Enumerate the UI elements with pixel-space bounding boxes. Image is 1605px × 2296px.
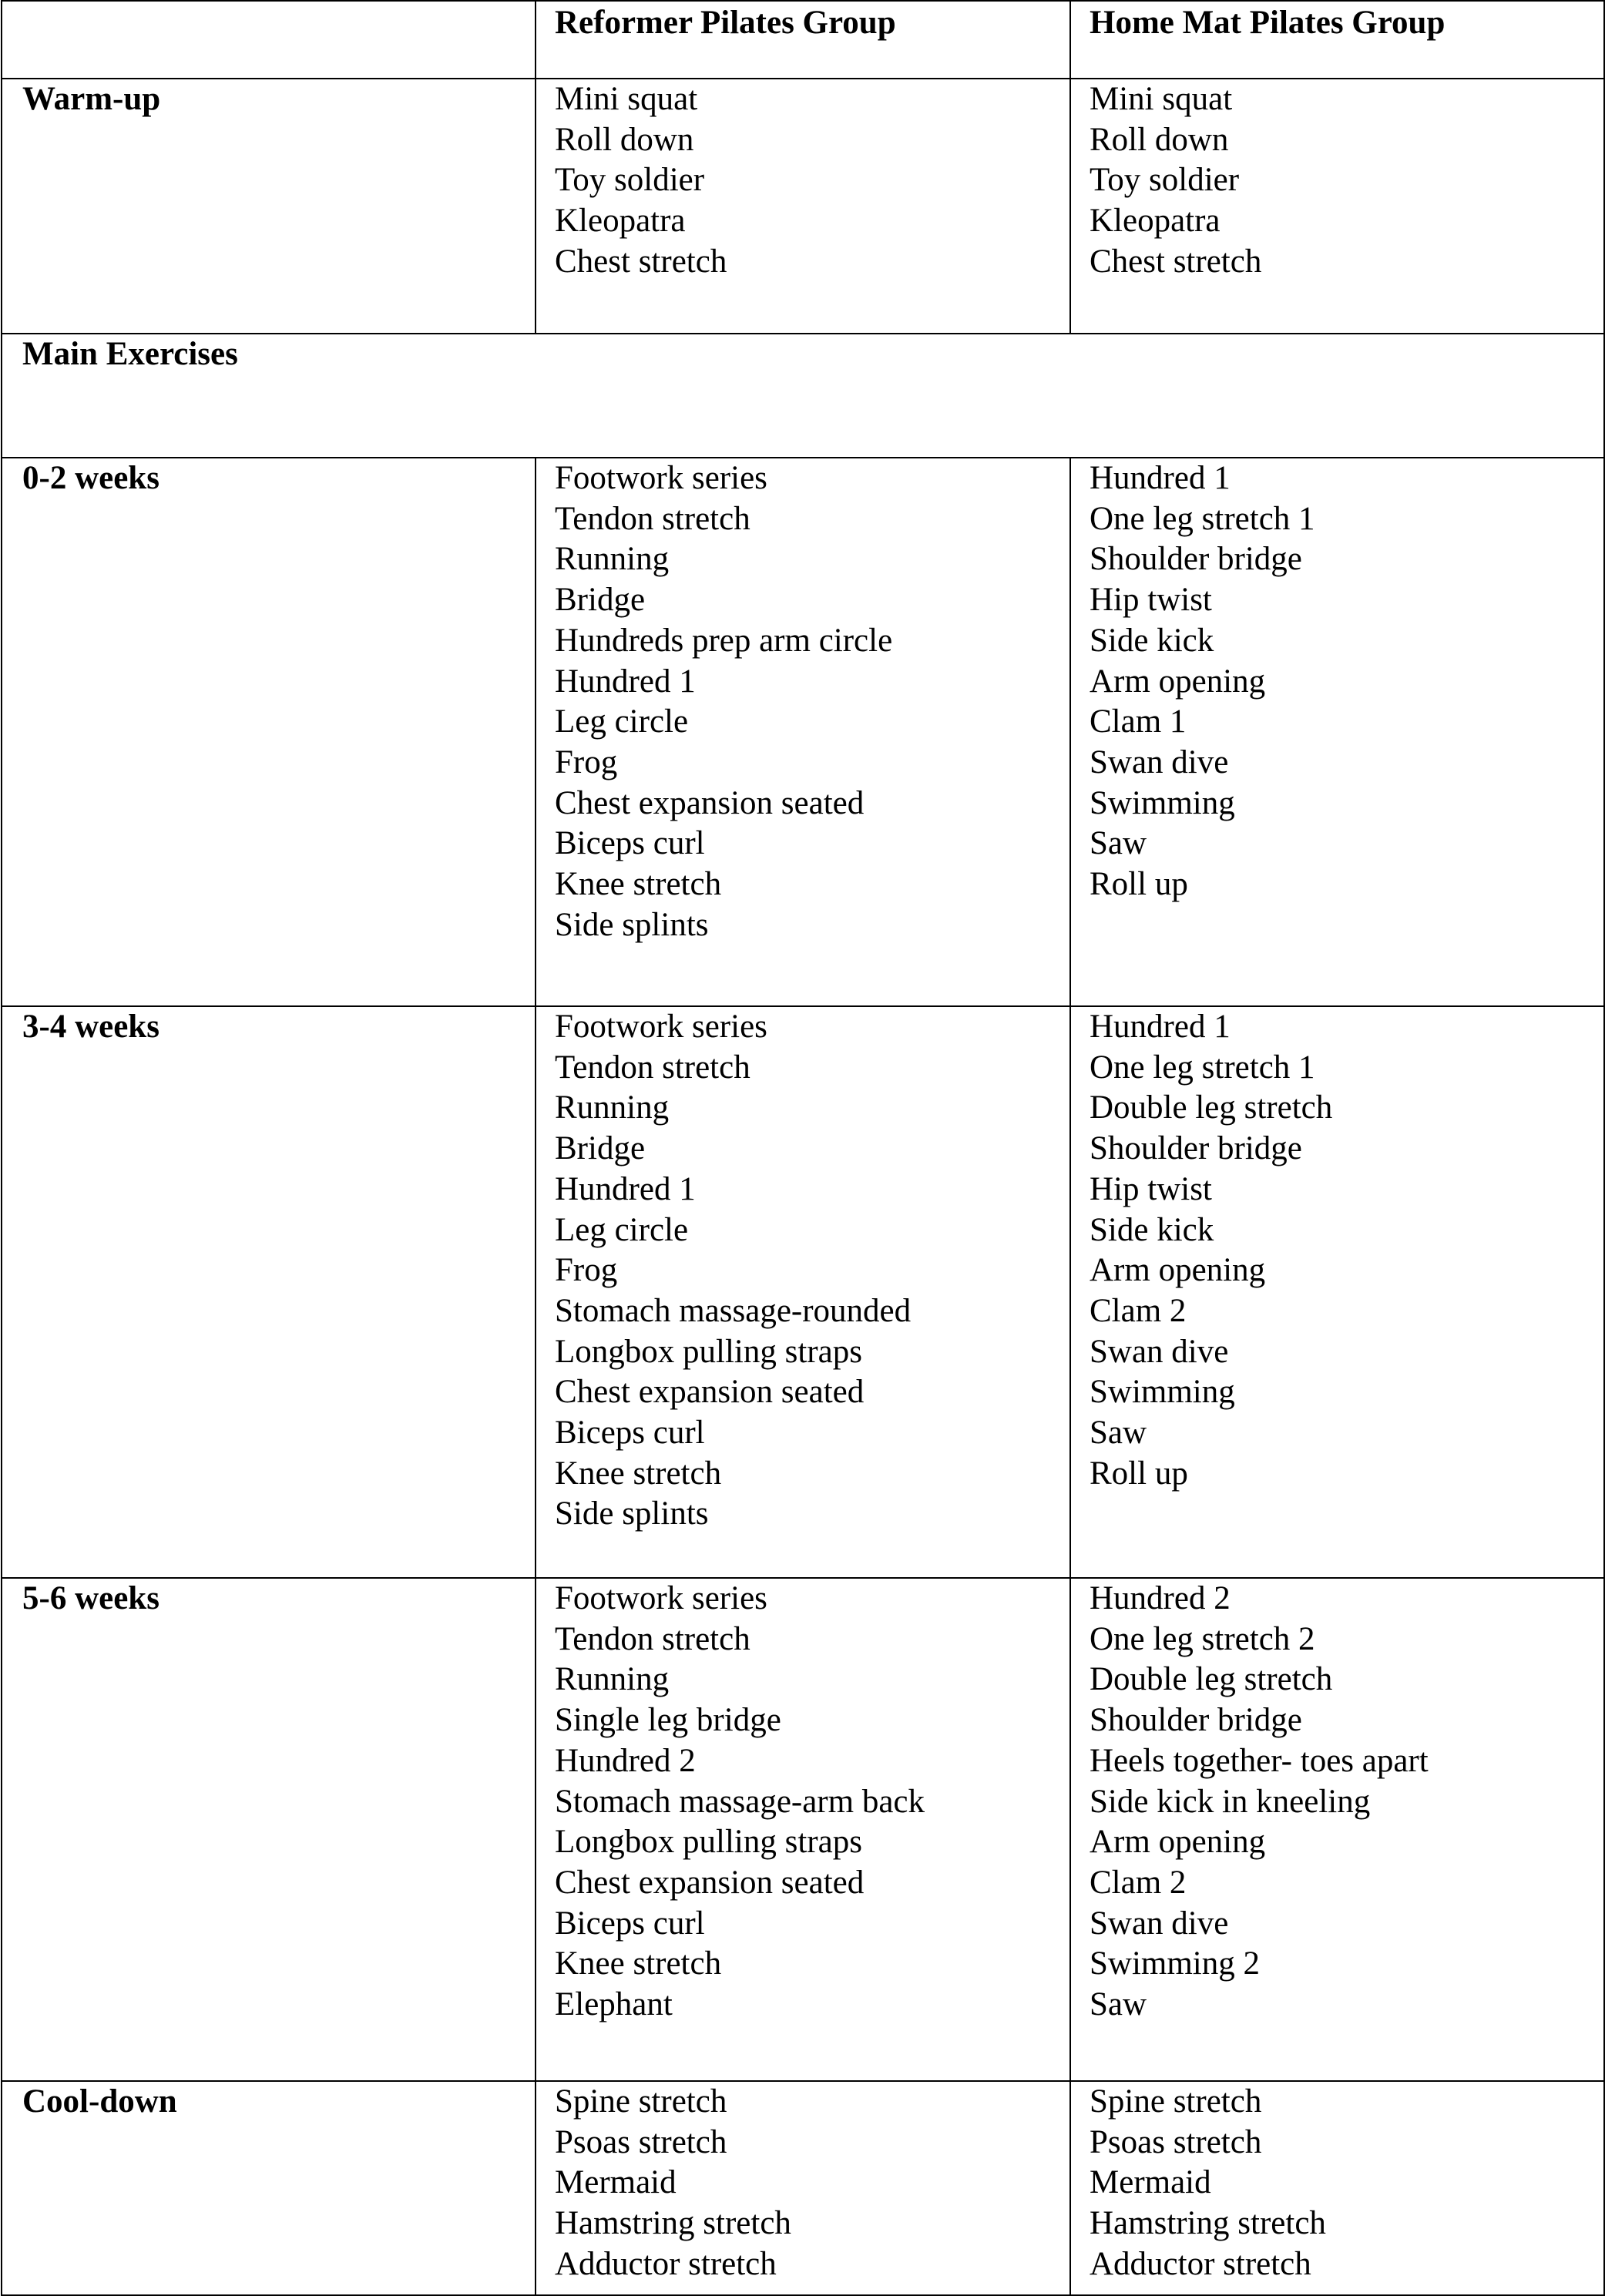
exercise-item: Chest expansion seated xyxy=(555,784,865,821)
exercise-item: Spine stretch xyxy=(1090,2083,1262,2120)
mat-list-weeks-3-4 xyxy=(1070,1006,1604,1578)
exercise-item: Frog xyxy=(555,1252,618,1289)
mat-list-warmup xyxy=(1070,79,1604,334)
exercise-item: Longbox pulling straps xyxy=(555,1824,862,1861)
exercise-item: Longbox pulling straps xyxy=(555,1333,862,1370)
exercise-item: Bridge xyxy=(555,1130,646,1167)
exercise-item: Swan dive xyxy=(1090,1333,1229,1370)
exercise-item: Arm opening xyxy=(1090,663,1266,700)
header-home-mat-group: Home Mat Pilates Group xyxy=(1070,1,1604,79)
exercise-item: Running xyxy=(555,1089,670,1126)
exercise-item: Shoulder bridge xyxy=(1090,1130,1302,1167)
exercise-item: Chest stretch xyxy=(555,243,727,280)
exercise-item: Swimming xyxy=(1090,784,1235,821)
exercise-item: Hundred 1 xyxy=(1090,460,1231,496)
exercise-item: Leg circle xyxy=(555,703,689,740)
reformer-list-cooldown xyxy=(536,2081,1070,2295)
exercise-item: Tendon stretch xyxy=(555,1620,750,1657)
row-label-weeks-5-6: 5-6 weeks xyxy=(2,1578,536,2081)
exercise-item: Biceps curl xyxy=(555,825,705,862)
exercise-item: Roll down xyxy=(555,121,694,158)
table-row-weeks-0-2 xyxy=(2,458,1604,1006)
exercise-item: Stomach massage-rounded xyxy=(555,1292,912,1329)
exercise-item: Chest expansion seated xyxy=(555,1864,865,1901)
exercise-item: Toy soldier xyxy=(555,162,705,199)
exercise-item: Psoas stretch xyxy=(555,2123,727,2160)
exercise-item: Leg circle xyxy=(555,1211,689,1248)
exercise-item: One leg stretch 1 xyxy=(1090,1049,1315,1086)
exercise-item: Mermaid xyxy=(555,2164,677,2201)
exercise-item: Tendon stretch xyxy=(555,500,750,537)
exercise-item: Side splints xyxy=(555,1495,709,1532)
row-label-weeks-3-4: 3-4 weeks xyxy=(2,1006,536,1578)
exercise-item: Clam 2 xyxy=(1090,1864,1187,1901)
exercise-item: Running xyxy=(555,541,670,578)
exercise-item: Footwork series xyxy=(555,1580,767,1616)
exercise-item: Saw xyxy=(1090,1415,1147,1452)
exercise-item: Knee stretch xyxy=(555,1945,722,1982)
exercise-program-table xyxy=(1,0,1605,2296)
exercise-item: Mini squat xyxy=(1090,81,1233,117)
section-label-main-exercises: Main Exercises xyxy=(2,334,1604,458)
table-row-weeks-5-6 xyxy=(2,1578,1604,2081)
exercise-item: Side splints xyxy=(555,906,709,943)
reformer-list-weeks-3-4 xyxy=(536,1006,1070,1578)
exercise-item: Side kick xyxy=(1090,1211,1214,1248)
exercise-item: Knee stretch xyxy=(555,1455,722,1492)
exercise-item: Hundred 1 xyxy=(555,663,696,700)
exercise-item: One leg stretch 1 xyxy=(1090,500,1315,537)
header-empty-cell xyxy=(2,1,536,79)
header-reformer-group: Reformer Pilates Group xyxy=(536,1,1070,79)
exercise-item: Hundred 1 xyxy=(555,1170,696,1207)
exercise-item: Saw xyxy=(1090,825,1147,862)
exercise-item: Side kick xyxy=(1090,622,1214,659)
exercise-item: One leg stretch 2 xyxy=(1090,1620,1315,1657)
exercise-item: Chest expansion seated xyxy=(555,1374,865,1411)
exercise-item: Hundreds prep arm circle xyxy=(555,622,893,659)
exercise-item: Spine stretch xyxy=(555,2083,727,2120)
exercise-item: Single leg bridge xyxy=(555,1702,781,1739)
exercise-item: Footwork series xyxy=(555,460,767,496)
reformer-list-weeks-5-6 xyxy=(536,1578,1070,2081)
exercise-item: Side kick in kneeling xyxy=(1090,1783,1371,1820)
reformer-list-weeks-0-2 xyxy=(536,458,1070,1006)
row-label-warmup: Warm-up xyxy=(2,79,536,334)
exercise-item: Roll down xyxy=(1090,121,1229,158)
row-label-weeks-0-2: 0-2 weeks xyxy=(2,458,536,1006)
exercise-item: Swan dive xyxy=(1090,744,1229,780)
exercise-item: Swan dive xyxy=(1090,1905,1229,1942)
reformer-list-warmup xyxy=(536,79,1070,334)
exercise-item: Elephant xyxy=(555,1986,673,2023)
exercise-item: Hamstring stretch xyxy=(555,2205,791,2242)
table-row-weeks-3-4 xyxy=(2,1006,1604,1578)
exercise-item: Knee stretch xyxy=(555,866,722,903)
exercise-item: Running xyxy=(555,1661,670,1698)
exercise-item: Frog xyxy=(555,744,618,780)
exercise-item: Chest stretch xyxy=(1090,243,1262,280)
exercise-item: Biceps curl xyxy=(555,1905,705,1942)
exercise-item: Toy soldier xyxy=(1090,162,1240,199)
exercise-item: Psoas stretch xyxy=(1090,2123,1262,2160)
mat-list-weeks-0-2 xyxy=(1070,458,1604,1006)
exercise-item: Hip twist xyxy=(1090,582,1212,619)
mat-list-weeks-5-6 xyxy=(1070,1578,1604,2081)
exercise-item: Roll up xyxy=(1090,1455,1188,1492)
exercise-item: Tendon stretch xyxy=(555,1049,750,1086)
table-row-warmup xyxy=(2,79,1604,334)
exercise-item: Double leg stretch xyxy=(1090,1661,1333,1698)
exercise-item: Stomach massage-arm back xyxy=(555,1783,925,1820)
exercise-item: Swimming xyxy=(1090,1374,1235,1411)
table-row-main-exercises xyxy=(2,334,1604,458)
exercise-item: Bridge xyxy=(555,582,646,619)
exercise-item: Clam 2 xyxy=(1090,1292,1187,1329)
exercise-item: Adductor stretch xyxy=(1090,2245,1311,2282)
exercise-item: Hip twist xyxy=(1090,1170,1212,1207)
mat-list-cooldown xyxy=(1070,2081,1604,2295)
exercise-item: Hundred 2 xyxy=(1090,1580,1231,1616)
exercise-item: Mini squat xyxy=(555,81,698,117)
exercise-item: Shoulder bridge xyxy=(1090,541,1302,578)
exercise-item: Adductor stretch xyxy=(555,2245,777,2282)
exercise-item: Shoulder bridge xyxy=(1090,1702,1302,1739)
exercise-item: Hamstring stretch xyxy=(1090,2205,1326,2242)
exercise-item: Footwork series xyxy=(555,1009,767,1045)
exercise-item: Hundred 2 xyxy=(555,1742,696,1779)
exercise-item: Clam 1 xyxy=(1090,703,1187,740)
exercise-item: Double leg stretch xyxy=(1090,1089,1333,1126)
exercise-item: Swimming 2 xyxy=(1090,1945,1261,1982)
exercise-item: Arm opening xyxy=(1090,1252,1266,1289)
exercise-item: Roll up xyxy=(1090,866,1188,903)
table-header-row xyxy=(2,1,1604,79)
row-label-cooldown: Cool-down xyxy=(2,2081,536,2295)
table-row-cooldown xyxy=(2,2081,1604,2295)
exercise-item: Arm opening xyxy=(1090,1824,1266,1861)
exercise-item: Biceps curl xyxy=(555,1415,705,1452)
exercise-item: Kleopatra xyxy=(1090,203,1221,240)
exercise-item: Heels together- toes apart xyxy=(1090,1742,1429,1779)
exercise-item: Mermaid xyxy=(1090,2164,1211,2201)
exercise-item: Hundred 1 xyxy=(1090,1009,1231,1045)
exercise-item: Saw xyxy=(1090,1986,1147,2023)
exercise-item: Kleopatra xyxy=(555,203,686,240)
